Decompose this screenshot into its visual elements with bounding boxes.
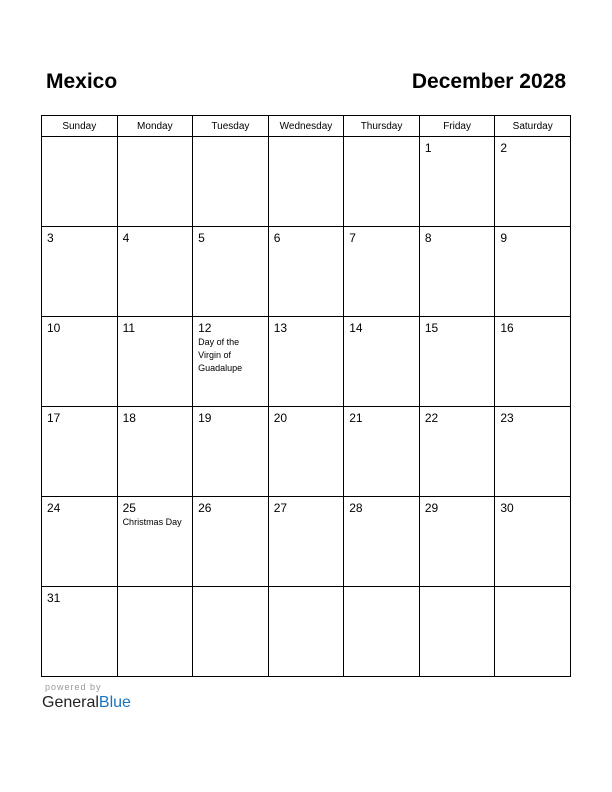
day-number: 11 bbox=[122, 321, 136, 335]
day-number: 15 bbox=[424, 321, 439, 335]
day-number: 5 bbox=[198, 231, 205, 245]
day-cell bbox=[268, 137, 344, 227]
day-number bbox=[193, 587, 268, 591]
week-row bbox=[42, 407, 571, 497]
weekday-header-row bbox=[42, 116, 571, 137]
day-cell bbox=[344, 407, 420, 497]
holiday-label: Day of the Virgin of Guadalupe bbox=[198, 337, 243, 373]
day-cell bbox=[419, 497, 495, 587]
holiday-label: Christmas Day bbox=[122, 517, 182, 527]
day-number: 24 bbox=[47, 501, 61, 515]
day-number: 25 bbox=[122, 501, 136, 515]
day-cell bbox=[117, 317, 193, 407]
day-cell bbox=[117, 497, 193, 587]
day-number bbox=[118, 137, 193, 141]
week-row bbox=[42, 587, 571, 677]
day-cell bbox=[193, 317, 269, 407]
day-cell bbox=[268, 587, 344, 677]
day-number bbox=[269, 587, 344, 591]
day-number bbox=[495, 587, 570, 591]
day-number bbox=[118, 587, 193, 591]
day-cell bbox=[117, 227, 193, 317]
day-number: 13 bbox=[273, 321, 288, 335]
day-number: 3 bbox=[47, 231, 54, 245]
day-number bbox=[193, 137, 268, 141]
day-number: 10 bbox=[47, 321, 61, 335]
day-number: 1 bbox=[424, 141, 432, 155]
week-row bbox=[42, 497, 571, 587]
powered-by-text: powered by bbox=[45, 682, 102, 692]
day-number: 18 bbox=[122, 411, 136, 425]
day-number: 16 bbox=[500, 321, 514, 335]
weekday-wednesday: Wednesday bbox=[268, 116, 344, 137]
day-number: 28 bbox=[349, 501, 363, 515]
day-number: 6 bbox=[273, 231, 281, 245]
week-row bbox=[42, 317, 571, 407]
day-cell bbox=[193, 497, 269, 587]
day-cell bbox=[344, 317, 420, 407]
day-number: 31 bbox=[47, 591, 61, 605]
day-cell bbox=[193, 407, 269, 497]
day-number bbox=[42, 137, 117, 141]
day-cell bbox=[344, 497, 420, 587]
day-cell bbox=[42, 407, 118, 497]
day-cell bbox=[42, 137, 118, 227]
day-number bbox=[269, 137, 344, 141]
brand-blue-text: Blue bbox=[98, 694, 131, 711]
day-cell bbox=[419, 227, 495, 317]
day-number: 12 bbox=[198, 321, 212, 335]
day-cell bbox=[117, 407, 193, 497]
day-cell bbox=[419, 137, 495, 227]
day-cell bbox=[419, 317, 495, 407]
country-title: Mexico bbox=[46, 70, 118, 93]
day-cell bbox=[117, 137, 193, 227]
day-cell bbox=[344, 587, 420, 677]
brand-general-text: General bbox=[42, 694, 99, 711]
day-number: 22 bbox=[424, 411, 439, 425]
generalblue-logo[interactable] bbox=[42, 694, 131, 712]
day-cell bbox=[42, 317, 118, 407]
weekday-thursday: Thursday bbox=[344, 116, 420, 137]
day-number: 8 bbox=[424, 231, 432, 245]
day-cell bbox=[495, 317, 571, 407]
day-number: 23 bbox=[500, 411, 514, 425]
day-number: 9 bbox=[500, 231, 508, 245]
day-cell bbox=[268, 227, 344, 317]
day-cell bbox=[42, 587, 118, 677]
day-cell bbox=[193, 137, 269, 227]
day-number: 29 bbox=[424, 501, 439, 515]
day-cell bbox=[42, 497, 118, 587]
week-row bbox=[42, 137, 571, 227]
weekday-tuesday: Tuesday bbox=[193, 116, 269, 137]
calendar-grid bbox=[41, 115, 571, 677]
day-cell bbox=[268, 497, 344, 587]
day-number: 4 bbox=[122, 231, 130, 245]
day-cell bbox=[495, 407, 571, 497]
day-number: 7 bbox=[349, 231, 356, 245]
weekday-sunday: Sunday bbox=[42, 116, 118, 137]
day-cell bbox=[268, 317, 344, 407]
day-number: 27 bbox=[273, 501, 288, 515]
day-cell bbox=[344, 137, 420, 227]
day-number: 30 bbox=[500, 501, 514, 515]
day-number bbox=[344, 587, 419, 591]
day-number: 26 bbox=[198, 501, 212, 515]
day-number: 19 bbox=[198, 411, 212, 425]
day-number bbox=[344, 137, 419, 141]
day-number: 21 bbox=[349, 411, 363, 425]
day-number: 2 bbox=[500, 141, 508, 155]
day-cell bbox=[117, 587, 193, 677]
week-row bbox=[42, 227, 571, 317]
day-cell bbox=[495, 497, 571, 587]
day-cell bbox=[42, 227, 118, 317]
day-cell bbox=[495, 137, 571, 227]
day-cell bbox=[193, 587, 269, 677]
day-cell bbox=[419, 587, 495, 677]
day-cell bbox=[495, 587, 571, 677]
month-year-title: December 2028 bbox=[411, 70, 566, 93]
day-cell bbox=[495, 227, 571, 317]
weekday-monday: Monday bbox=[117, 116, 193, 137]
day-cell bbox=[193, 227, 269, 317]
weekday-friday: Friday bbox=[419, 116, 495, 137]
day-cell bbox=[344, 227, 420, 317]
day-cell bbox=[419, 407, 495, 497]
weekday-saturday: Saturday bbox=[495, 116, 571, 137]
day-number: 14 bbox=[349, 321, 363, 335]
day-number bbox=[420, 587, 495, 591]
day-number: 20 bbox=[273, 411, 288, 425]
day-number: 17 bbox=[47, 411, 61, 425]
day-cell bbox=[268, 407, 344, 497]
